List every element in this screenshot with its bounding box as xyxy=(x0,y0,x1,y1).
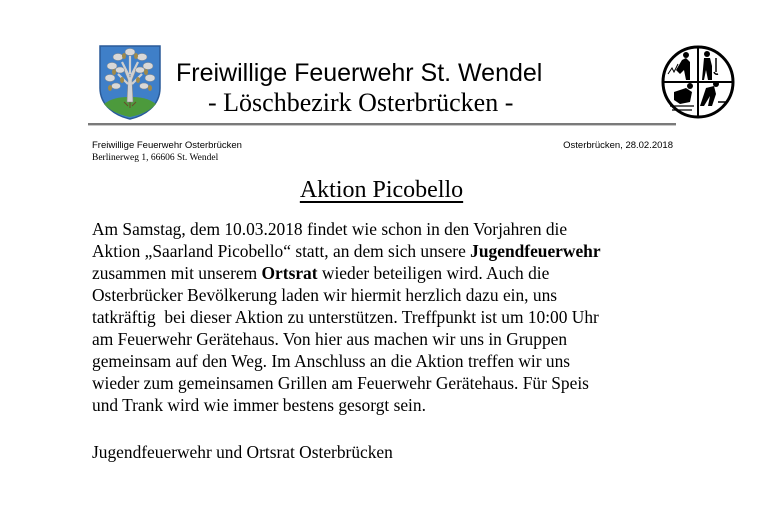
body-text-segment: Aktion „Saarland Picobello“ statt, an dem sich unsere xyxy=(92,241,471,261)
coat-of-arms-tree-icon xyxy=(98,44,162,120)
body-paragraph xyxy=(92,218,692,416)
body-text-segment: und Trank wird wie immer bestens gesorgt sein. xyxy=(92,395,426,415)
org-subtitle: - Löschbezirk Osterbrücken - xyxy=(208,88,514,117)
header-divider xyxy=(88,123,676,126)
body-line xyxy=(92,240,692,262)
signature: Jugendfeuerwehr und Ortsrat Osterbrücken xyxy=(92,442,393,462)
body-text-segment: wieder zum gemeinsamen Grillen am Feuerwehr Gerätehaus. Für Speis xyxy=(92,373,589,393)
body-text-segment: tatkräftig bei dieser Aktion zu unterstützen. Treffpunkt ist um 10:00 Uhr xyxy=(92,307,599,327)
place-date: Osterbrücken, 28.02.2018 xyxy=(563,140,673,151)
body-line xyxy=(92,328,692,350)
body-line xyxy=(92,218,692,240)
body-text-segment: am Feuerwehr Gerätehaus. Von hier aus machen wir uns in Gruppen xyxy=(92,329,568,349)
body-line xyxy=(92,262,692,284)
fire-brigade-emblem-icon xyxy=(660,44,736,120)
document-title: Aktion Picobello xyxy=(299,177,464,203)
body-text-segment: wieder beteiligen wird. Auch die xyxy=(317,263,550,283)
bold-text-jugendfeuerwehr: Jugendfeuerwehr xyxy=(470,241,601,261)
body-text-segment: gemeinsam auf den Weg. Im Anschluss an die Aktion treffen wir uns xyxy=(92,351,571,371)
body-line xyxy=(92,350,692,372)
bold-text-ortsrat: Ortsrat xyxy=(261,263,318,283)
body-line xyxy=(92,306,692,328)
body-text-segment: Am Samstag, dem 10.03.2018 findet wie schon in den Vorjahren die xyxy=(92,219,568,239)
sender-address: Berlinerweg 1, 66606 St. Wendel xyxy=(92,153,219,163)
sender-name: Freiwillige Feuerwehr Osterbrücken xyxy=(92,140,242,151)
org-title: Freiwillige Feuerwehr St. Wendel xyxy=(176,59,543,87)
body-text-segment: zusammen mit unserem xyxy=(92,263,262,283)
body-line xyxy=(92,372,692,394)
body-line xyxy=(92,394,692,416)
body-text-segment: Osterbrücker Bevölkerung laden wir hiermit herzlich dazu ein, uns xyxy=(92,285,558,305)
body-line xyxy=(92,284,692,306)
